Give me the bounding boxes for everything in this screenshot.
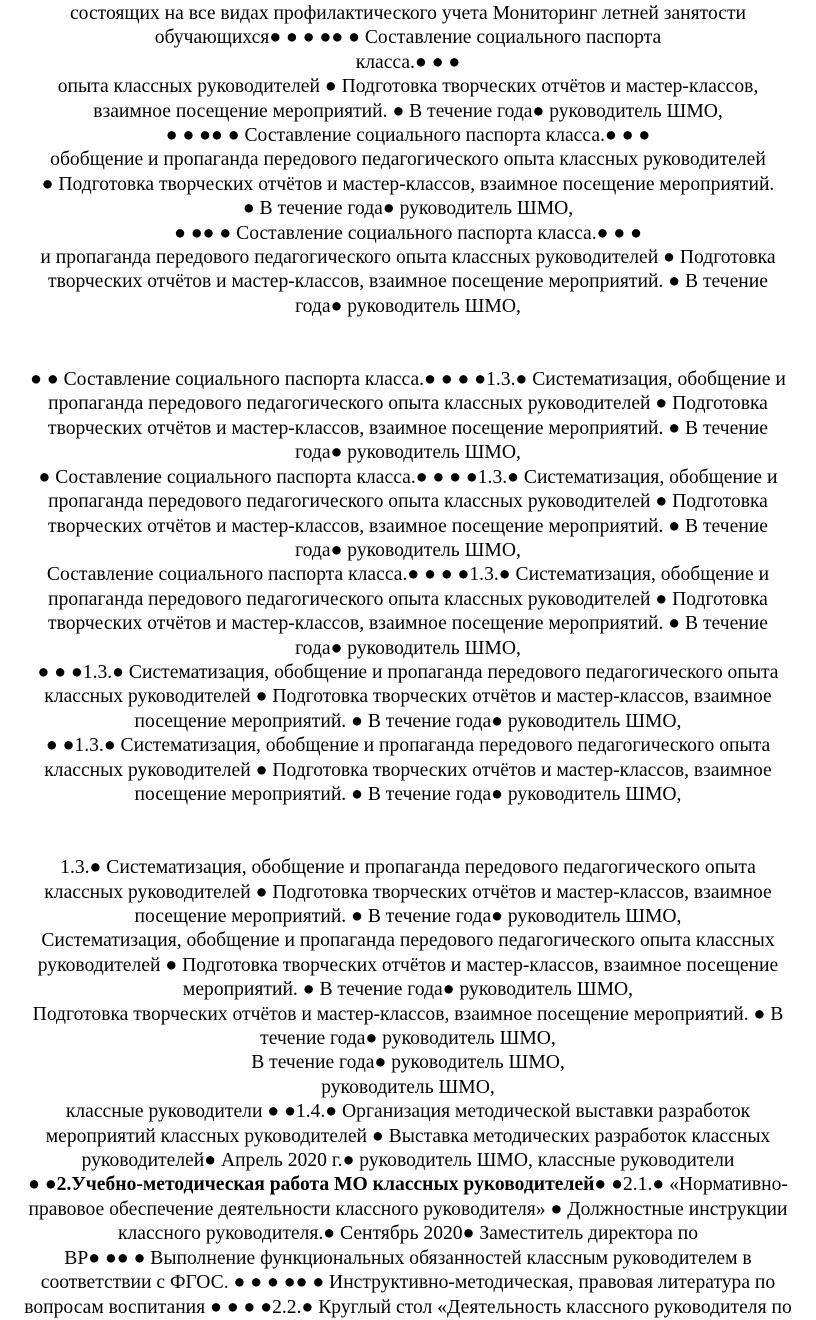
text-block-4 [8,1173,808,1319]
blank-gap-2 [8,807,808,856]
text-block-3: 1.3.● Систематизация, обобщение и пропаганда передового педагогического опыта классных руководителей ● Подготовка творческих отчётов и мастер-классов, взаимное посещение мероприятий. ● В течение года● руководитель ШМО, Систематизация, обобщение и пропаганда передового педагогического опыта классных руководителей ● Подготовка творческих отчётов и мастер-классов, взаимное посещение мероприятий. ● В течение года● руководитель ШМО, Подготовка творческих отчётов и мастер-классов, взаимное посещение мероприятий. ● В течение года● руководитель ШМО, В течение года● руководитель ШМО, руководитель ШМО, классные руководители ● ●1.4.● Организация методической выставки разработок мероприятий классных руководителей ● Выставка методических разработок классных руководителей● Апрель 2020 г.● руководитель ШМО, классные руководители [32,857,784,1172]
blank-gap-1 [8,319,808,368]
text-block-2: ● ● Составление социального паспорта класса.● ● ● ●1.3.● Систематизация, обобщение и пропаганда передового педагогического опыта классных руководителей ● Подготовка творческих отчётов и мастер-классов, взаимное посещение мероприятий. ● В течение года● руководитель ШМО, ● Составление социального паспорта класса.● ● ● ●1.3.● Систематизация, обобщение и пропаганда передового педагогического опыта классных руководителей ● Подготовка творческих отчётов и мастер-классов, взаимное посещение мероприятий. ● В течение года● руководитель ШМО, Составление социального паспорта класса.● ● ● ●1.3.● Систематизация, обобщение и пропаганда передового педагогического опыта классных руководителей ● Подготовка творческих отчётов и мастер-классов, взаимное посещение мероприятий. ● В течение года● руководитель ШМО, ● ● ●1.3.● Систематизация, обобщение и пропаганда передового педагогического опыта классных руководителей ● Подготовка творческих отчётов и мастер-классов, взаимное посещение мероприятий. ● В течение года● руководитель ШМО, ● ●1.3.● Систематизация, обобщение и пропаганда передового педагогического опыта классных руководителей ● Подготовка творческих отчётов и мастер-классов, взаимное посещение мероприятий. ● В течение года● руководитель ШМО, [30,369,786,805]
text-block-1: состоящих на все видах профилактического учета Мониторинг летней занятости обучающихся● ● ● ●● ● Составление социального паспорта класса.● ● ● опыта классных руководителей ● Подготовка творческих отчётов и мастер-классов, взаимное посещение мероприятий. ● В течение года● руководитель ШМО, ● ● ●● ● Составление социального паспорта класса.● ● ● обобщение и пропаганда передового педагогического опыта классных руководителей ● Подготовка творческих отчётов и мастер-классов, взаимное посещение мероприятий. ● В течение года● руководитель ШМО, ● ●● ● Составление социального паспорта класса.● ● ● и пропаганда передового педагогического опыта классных руководителей ● Подготовка творческих отчётов и мастер-классов, взаимное посещение мероприятий. ● В течение года● руководитель ШМО, [40,3,776,317]
section-body: ● ●2.1.● «Нормативно- правовое обеспечение деятельности классного руководителя» ● Должностные инструкции классного руководителя.● Сентябрь 2020● Заместитель директора по ВР● ●● ● Выполнение функциональных обязанностей классным руководителем в соответствии с ФГОС. ● ● ● ●● ● Инструктивно-методическая, правовая литература по вопросам воспитания ● ● ● ●2.2.● Круглый стол «Деятельность классного руководителя по [24,1174,792,1318]
bullet-lead: ● ● [28,1174,57,1196]
section-heading: 2.Учебно-методическая работа МО классных руководителей [56,1174,595,1196]
